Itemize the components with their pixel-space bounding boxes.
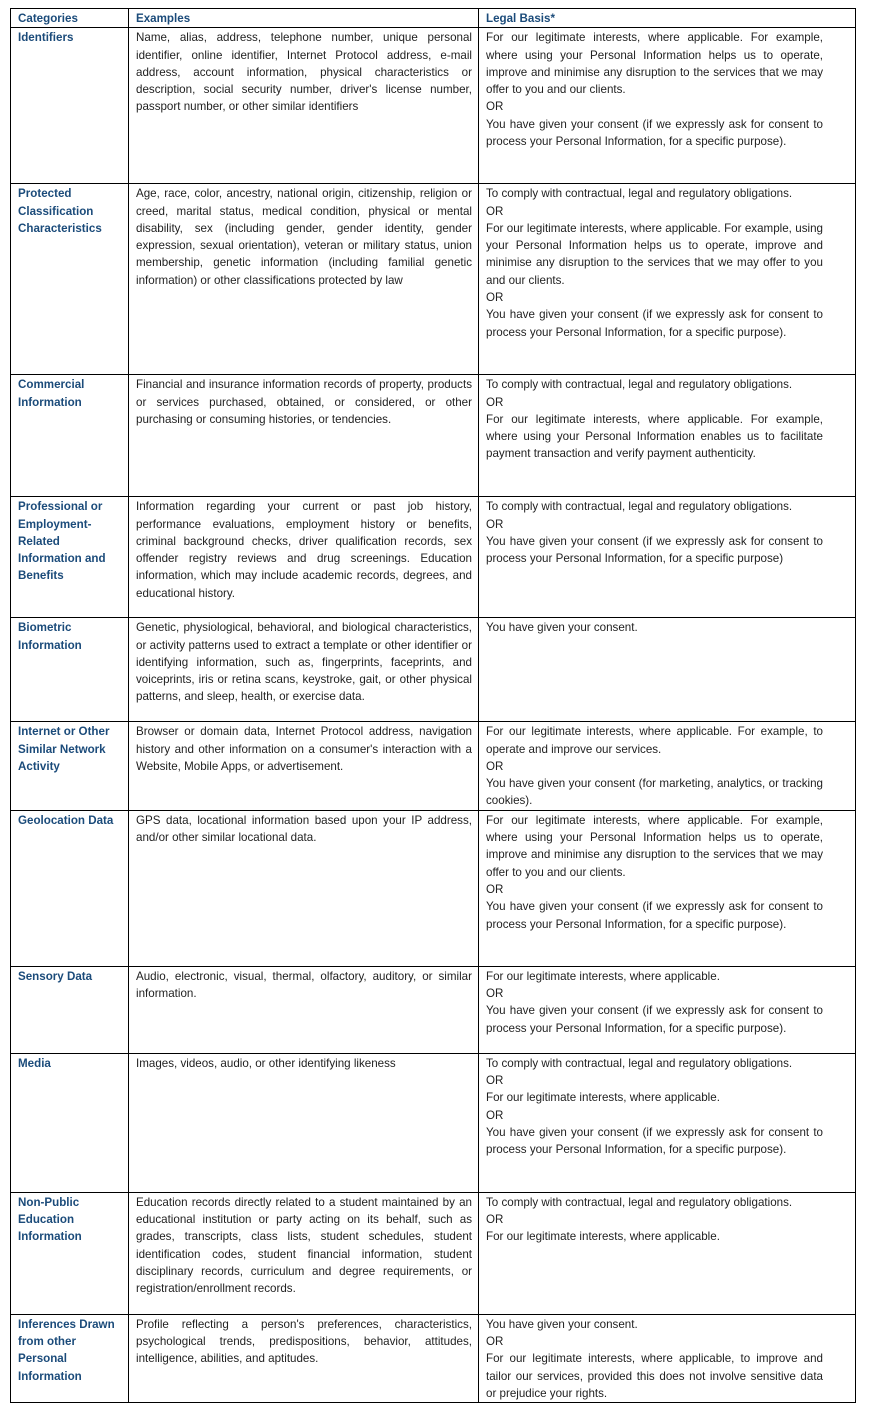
legal-basis-line: For our legitimate interests, where applicable. — [486, 969, 720, 983]
header-row — [11, 9, 856, 28]
or-separator: OR — [486, 517, 504, 531]
table-row — [11, 1314, 856, 1402]
examples-cell: GPS data, locational information based upon your IP address, and/or other similar locational data. — [129, 810, 479, 966]
header-categories: Categories — [11, 9, 129, 28]
legal-basis-line: For our legitimate interests, where applicable. For example, using your Personal Information helps us to operate, improve and minimise any disruption to the services that we may offer to you and our clients. — [486, 221, 823, 287]
table-row — [11, 1053, 856, 1192]
examples-cell: Audio, electronic, visual, thermal, olfactory, auditory, or similar information. — [129, 966, 479, 1053]
legal-basis-line: For our legitimate interests, where applicable. For example, where using your Personal Information helps us to operate, improve and minimise any disruption to the services that we may offer to you and our clients. — [486, 813, 823, 879]
legal-basis-cell — [479, 184, 856, 375]
or-separator: OR — [486, 882, 504, 896]
legal-basis-cell — [479, 497, 856, 618]
table-row — [11, 184, 856, 375]
legal-basis-line: You have given your consent (if we expressly ask for consent to process your Personal Information, for a specific purpose). — [486, 900, 823, 931]
legal-basis-line: For our legitimate interests, where applicable. For example, where using your Personal Information enables us to facilitate payment transaction and verify payment authenticity. — [486, 412, 823, 461]
category-cell: Identifiers — [11, 28, 129, 184]
legal-basis-line: You have given your consent. — [486, 1317, 638, 1331]
legal-basis-line: To comply with contractual, legal and regulatory obligations. — [486, 378, 793, 392]
legal-basis-cell — [479, 375, 856, 497]
category-cell: Geolocation Data — [11, 810, 129, 966]
examples-cell: Genetic, physiological, behavioral, and biological characteristics, or activity patterns used to extract a template or other identifier or identifying information, such as, fingerprints, faceprints, and voiceprints, iris or retina scans, keystroke, gait, or other physical patterns, and sleep, health, or exercise data. — [129, 618, 479, 722]
legal-basis-line: For our legitimate interests, where applicable, to improve and tailor our services, provided this does not involve sensitive data or prejudice your rights. — [486, 1352, 823, 1400]
table-row — [11, 28, 856, 184]
category-cell: Commercial Information — [11, 375, 129, 497]
category-cell: Professional or Employment-Related Information and Benefits — [11, 497, 129, 618]
data-categories-table — [10, 8, 856, 1403]
or-separator: OR — [486, 395, 504, 409]
legal-basis-cell — [479, 1314, 856, 1402]
legal-basis-line: You have given your consent (if we expressly ask for consent to process your Personal Information, for a specific purpose). — [486, 1004, 823, 1035]
table-row — [11, 1192, 856, 1314]
legal-basis-line: You have given your consent (if we expressly ask for consent to process your Personal Information, for a specific purpose) — [486, 534, 823, 566]
or-separator: OR — [486, 1108, 504, 1122]
or-separator: OR — [486, 204, 504, 218]
or-separator: OR — [486, 100, 504, 114]
legal-basis-line: For our legitimate interests, where applicable. — [486, 1230, 720, 1244]
category-cell: Protected Classification Characteristics — [11, 184, 129, 375]
legal-basis-line: You have given your consent (if we expressly ask for consent to process your Personal Information, for a specific purpose). — [486, 308, 823, 339]
examples-cell: Financial and insurance information records of property, products or services purchased, obtained, or considered, or other purchasing or consuming histories, or tendencies. — [129, 375, 479, 497]
header-legal-basis: Legal Basis* — [479, 9, 856, 28]
or-separator: OR — [486, 1074, 504, 1088]
legal-basis-cell — [479, 966, 856, 1053]
legal-basis-line: For our legitimate interests, where applicable. For example, where using your Personal Information helps us to operate, improve and minimise any disruption to the services that we may offer to you and our clients. — [486, 31, 823, 97]
examples-cell: Browser or domain data, Internet Protocol address, navigation history and other information on a consumer's interaction with a Website, Mobile Apps, or advertisement. — [129, 722, 479, 810]
legal-basis-cell — [479, 28, 856, 184]
examples-cell: Profile reflecting a person's preferences, characteristics, psychological trends, predispositions, behavior, attitudes, intelligence, abilities, and aptitudes. — [129, 1314, 479, 1402]
or-separator: OR — [486, 987, 504, 1001]
table-row — [11, 618, 856, 722]
table-row — [11, 810, 856, 966]
category-cell: Non-Public Education Information — [11, 1192, 129, 1314]
legal-basis-cell — [479, 1053, 856, 1192]
table-row — [11, 966, 856, 1053]
examples-cell: Information regarding your current or past job history, performance evaluations, employment history or benefits, criminal background checks, driver qualification records, sex offender registry reviews and drug screenings. Education information, which may include academic records, degrees, and educational history. — [129, 497, 479, 618]
legal-basis-line: You have given your consent (if we expressly ask for consent to process your Personal Information, for a specific purpose). — [486, 1125, 823, 1157]
category-cell: Internet or Other Similar Network Activity — [11, 722, 129, 810]
table-row — [11, 375, 856, 497]
legal-basis-line: For our legitimate interests, where applicable. — [486, 1091, 720, 1105]
legal-basis-cell — [479, 810, 856, 966]
legal-basis-cell — [479, 722, 856, 810]
examples-cell: Name, alias, address, telephone number, unique personal identifier, online identifier, Internet Protocol address, e-mail address, account information, physical characteristics or description, social security number, driver's license number, passport number, or other similar identifiers — [129, 28, 479, 184]
legal-basis-cell — [479, 1192, 856, 1314]
category-cell: Biometric Information — [11, 618, 129, 722]
examples-cell: Education records directly related to a student maintained by an educational institution or party acting on its behalf, such as grades, transcripts, class lists, student schedules, student identification codes, student financial information, student disciplinary records, curriculum and degree requirements, or registration/enrollment records. — [129, 1192, 479, 1314]
category-cell: Inferences Drawn from other Personal Information — [11, 1314, 129, 1402]
legal-basis-line: For our legitimate interests, where applicable. For example, to operate and improve our services. — [486, 725, 823, 756]
or-separator: OR — [486, 291, 504, 305]
or-separator: OR — [486, 759, 504, 773]
header-examples: Examples — [129, 9, 479, 28]
or-separator: OR — [486, 1335, 504, 1349]
table-row — [11, 497, 856, 618]
legal-basis-line: To comply with contractual, legal and regulatory obligations. — [486, 500, 793, 514]
or-separator: OR — [486, 1213, 504, 1227]
legal-basis-line: To comply with contractual, legal and regulatory obligations. — [486, 1056, 793, 1070]
category-cell: Sensory Data — [11, 966, 129, 1053]
legal-basis-line: To comply with contractual, legal and regulatory obligations. — [486, 1195, 793, 1209]
legal-basis-line: To comply with contractual, legal and regulatory obligations. — [486, 187, 793, 201]
legal-basis-line: You have given your consent (if we expressly ask for consent to process your Personal Information, for a specific purpose). — [486, 117, 823, 149]
examples-cell: Images, videos, audio, or other identifying likeness — [129, 1053, 479, 1192]
legal-basis-line: You have given your consent (for marketing, analytics, or tracking cookies). — [486, 777, 823, 808]
legal-basis-line: You have given your consent. — [486, 621, 638, 635]
legal-basis-cell — [479, 618, 856, 722]
examples-cell: Age, race, color, ancestry, national origin, citizenship, religion or creed, marital status, medical condition, physical or mental disability, sex (including gender, gender identity, gender expression, sexual orientation), veteran or military status, union membership, genetic information (including familial genetic information) or other classifications protected by law — [129, 184, 479, 375]
table-row — [11, 722, 856, 810]
category-cell: Media — [11, 1053, 129, 1192]
